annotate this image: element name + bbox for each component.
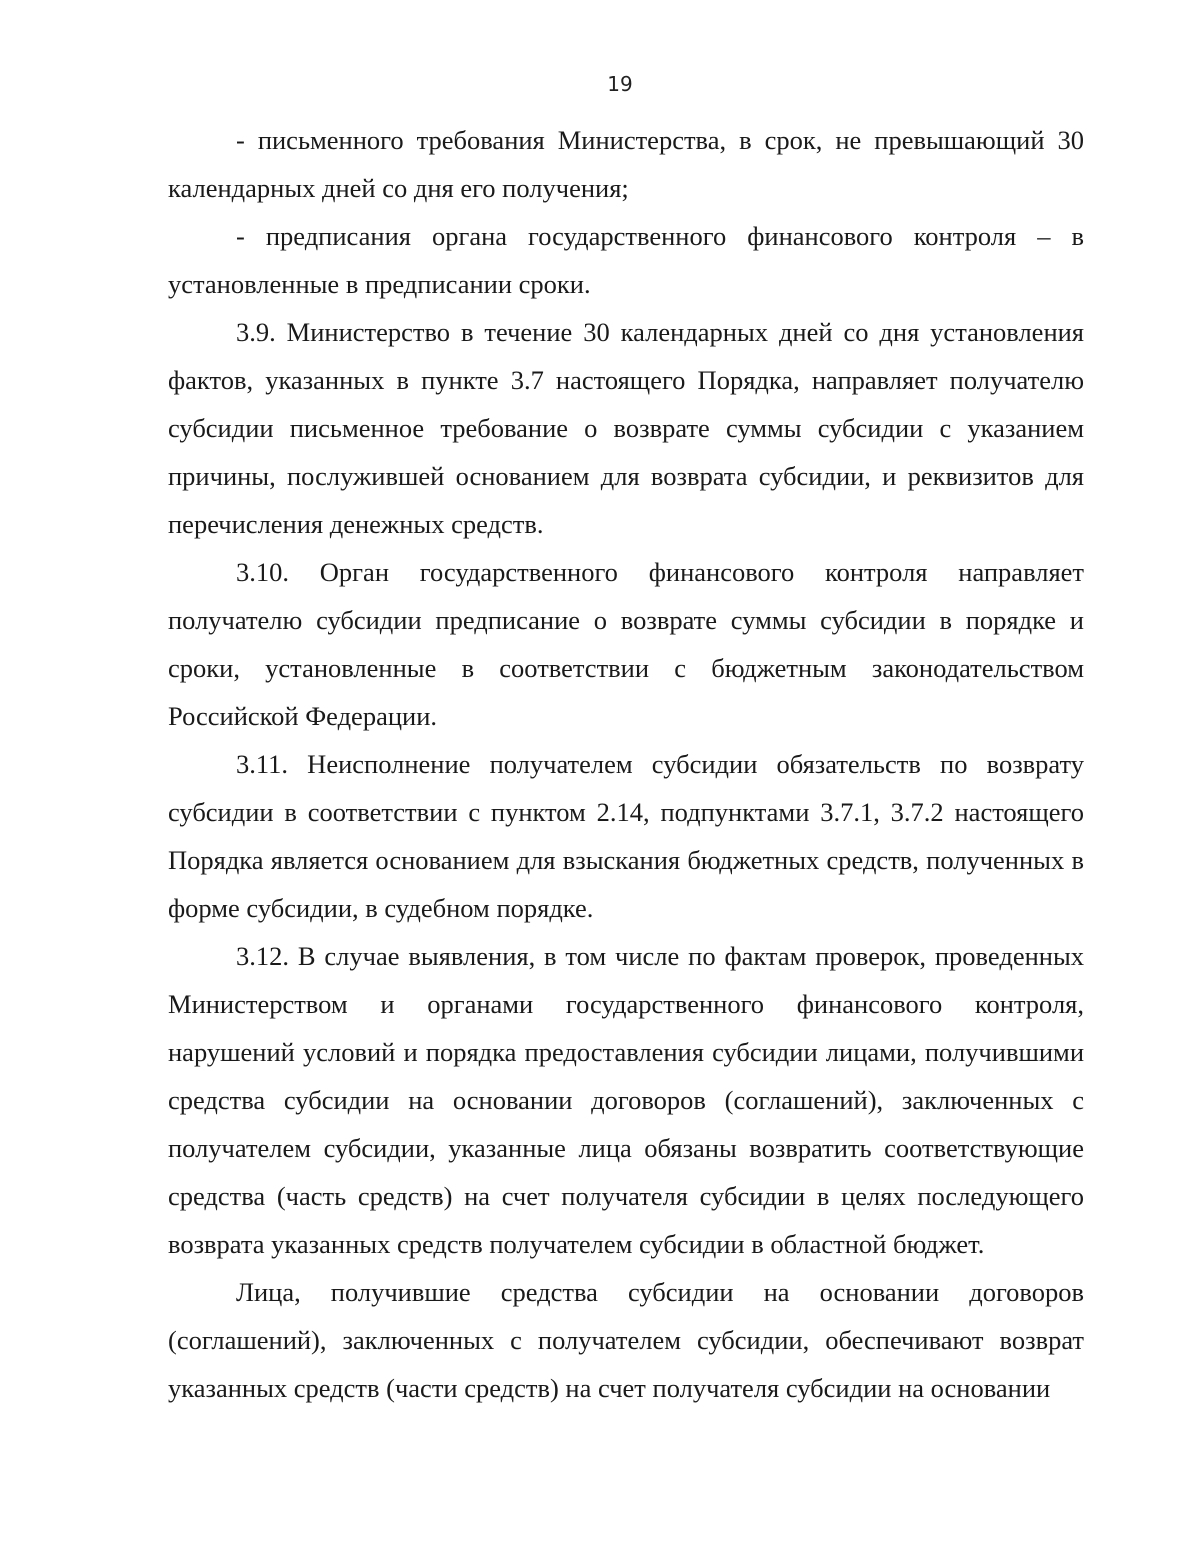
page-number: 19 [607,72,633,96]
paragraph-3-11: 3.11. Неисполнение получателем субсидии обязательств по возврату субсидии в соответствии с пунктом 2.14, подпунктами 3.7.1, 3.7.2 настоящего Порядка является основанием для взыскания бюджетных средств, полученных в форме субсидии, в судебном порядке. [168,749,1084,923]
paragraph-3-10: 3.10. Орган государственного финансового контроля направляет получателю субсидии предписание о возврате суммы субсидии в порядке и сроки, установленные в соответствии с бюджетным законодательством Российской Федерации. [168,557,1084,731]
paragraph-demand-ministry: - письменного требования Министерства, в срок, не превышающий 30 календарных дней со дня его получения; [168,125,1084,203]
paragraph-persons-return: Лица, получившие средства субсидии на основании договоров (соглашений), заключенных с получателем субсидии, обеспечивают возврат указанных средств (части средств) на счет получателя субсидии на основании [168,1277,1084,1403]
paragraph-prescription-control: - предписания органа государственного финансового контроля – в установленные в предписании сроки. [168,221,1084,299]
paragraph-3-12: 3.12. В случае выявления, в том числе по фактам проверок, проведенных Министерством и органами государственного финансового контроля, нарушений условий и порядка предоставления субсидии лицами, получившими средства субсидии на основании договоров (соглашений), заключенных с получателем субсидии, указанные лица обязаны возвратить соответствующие средства (часть средств) на счет получателя субсидии в целях последующего возврата указанных средств получателем субсидии в областной бюджет. [168,941,1084,1259]
document-body [168,116,1084,1412]
paragraph-3-9: 3.9. Министерство в течение 30 календарных дней со дня установления фактов, указанных в пункте 3.7 настоящего Порядка, направляет получателю субсидии письменное требование о возврате суммы субсидии с указанием причины, послужившей основанием для возврата субсидии, и реквизитов для перечисления денежных средств. [168,317,1084,539]
